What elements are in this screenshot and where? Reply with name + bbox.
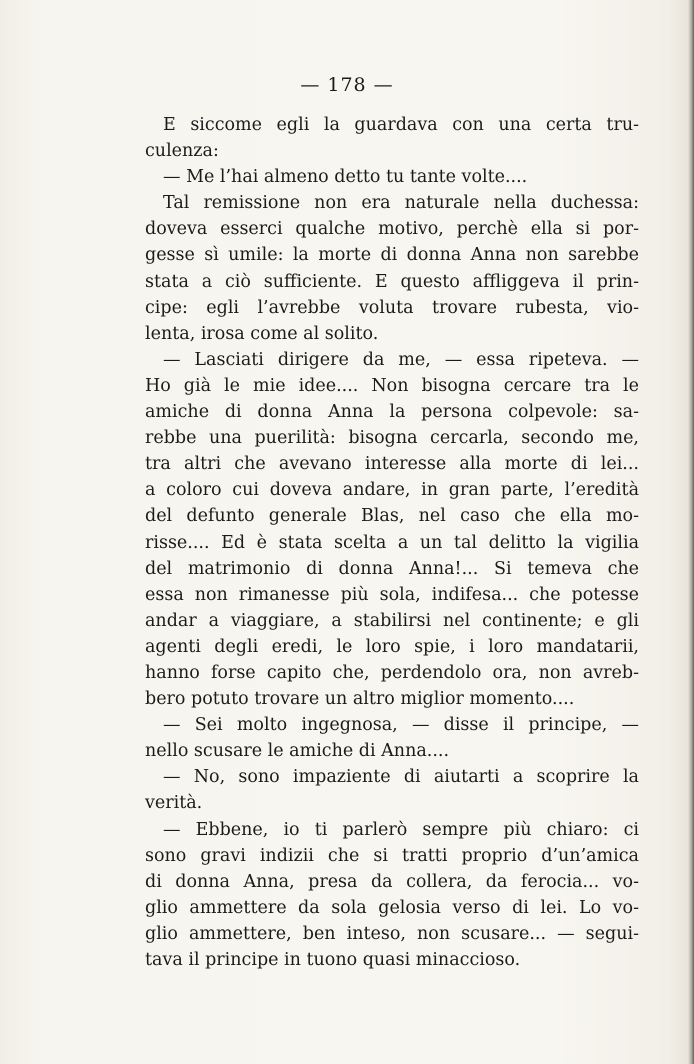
body-text <box>145 112 639 973</box>
text-line: — Ebbene, io ti parlerò sempre più chiaro: ci <box>163 819 639 840</box>
text-line: culenza: <box>145 141 219 162</box>
text-line: — Sei molto ingegnosa, — disse il principe, — <box>163 715 639 736</box>
text-line: cipe: egli l’avrebbe voluta trovare rubesta, vio- <box>145 297 639 318</box>
text-line: essa non rimanesse più sola, indifesa... che potesse <box>145 584 639 605</box>
text-line: rebbe una puerilità: bisogna cercarla, secondo me, <box>145 428 639 449</box>
text-line: risse.... Ed è stata scelta a un tal delitto la vigilia <box>145 532 639 553</box>
text-line: agenti degli eredi, le loro spie, i loro mandatarii, <box>145 636 639 657</box>
text-line: glio ammettere, ben inteso, non scusare... — segui- <box>145 923 639 944</box>
text-line: sono gravi indizii che si tratti proprio d’un’amica <box>145 845 639 866</box>
text-line: verità. <box>145 793 203 814</box>
text-line: andar a viaggiare, a stabilirsi nel continente; e gli <box>145 610 639 631</box>
text-line: Tal remissione non era naturale nella duchessa: <box>163 193 639 214</box>
text-line: lenta, irosa come al solito. <box>145 323 379 344</box>
page-edge-shadow <box>688 0 694 1064</box>
text-line: E siccome egli la guardava con una certa tru- <box>163 115 639 135</box>
text-line: glio ammettere da sola gelosia verso di lei. Lo vo- <box>145 897 639 918</box>
text-line: del matrimonio di donna Anna!... Si temeva che <box>145 558 639 579</box>
text-line: gesse sì umile: la morte di donna Anna non sarebbe <box>145 245 639 266</box>
text-line: stata a ciò sufficiente. E questo affliggeva il prin- <box>145 271 639 292</box>
text-line: — Lasciati dirigere da me, — essa ripeteva. — <box>163 349 639 370</box>
text-line: a coloro cui doveva andare, in gran parte, l’eredità <box>145 480 639 501</box>
text-line: hanno forse capito che, perdendolo ora, non avreb- <box>145 662 639 683</box>
text-line: bero potuto trovare un altro miglior momento.... <box>145 689 575 710</box>
text-line: nello scusare le amiche di Anna.... <box>145 741 450 762</box>
text-line: — Me l’hai almeno detto tu tante volte.... <box>163 167 528 188</box>
text-line: del defunto generale Blas, nel caso che ella mo- <box>145 506 639 527</box>
page-number: — 178 — <box>300 74 394 96</box>
text-line: tra altri che avevano interesse alla morte di lei... <box>145 454 639 475</box>
text-line: — No, sono impaziente di aiutarti a scoprire la <box>163 767 639 788</box>
text-line: doveva esserci qualche motivo, perchè ella si por- <box>145 219 639 240</box>
text-line: amiche di donna Anna la persona colpevole: sa- <box>145 402 639 423</box>
text-line: Ho già le mie idee.... Non bisogna cercare tra le <box>145 375 639 396</box>
text-line: di donna Anna, presa da collera, da ferocia... vo- <box>145 871 639 892</box>
text-line: tava il principe in tuono quasi minaccioso. <box>145 950 521 970</box>
